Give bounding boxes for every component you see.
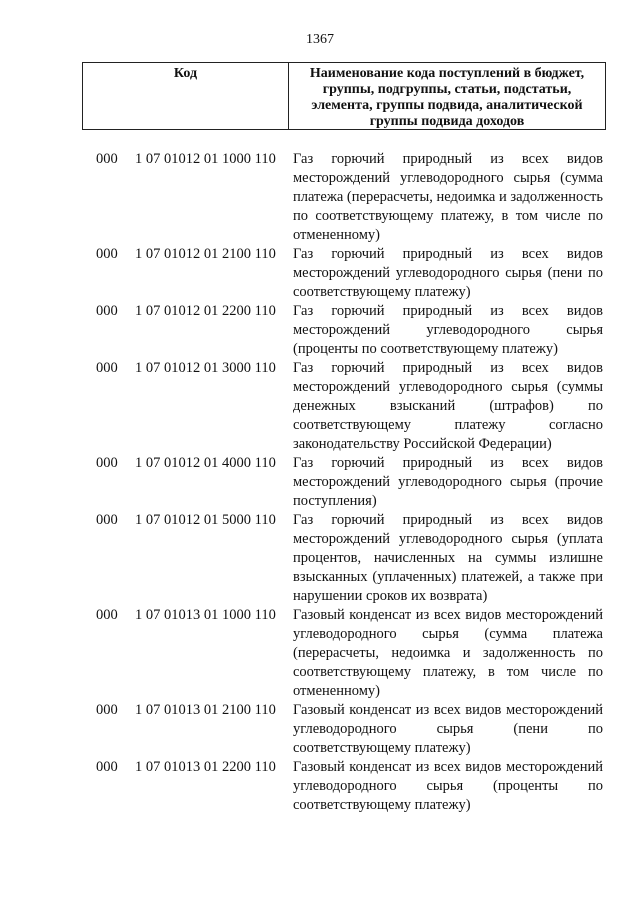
revenue-description: Газовый конденсат из всех видов месторождений углеводородного сырья (сумма платежа (перерасчеты, недоимка и задолженность по соответствующему платежу, в том числе по отмененному) xyxy=(293,607,603,699)
admin-code: 000 xyxy=(96,455,118,471)
revenue-code: 1 07 01013 01 1000 110 xyxy=(135,607,276,623)
table-row xyxy=(0,245,640,302)
revenue-code: 1 07 01013 01 2200 110 xyxy=(135,759,276,775)
revenue-code-list xyxy=(0,150,640,815)
table-row xyxy=(0,511,640,606)
admin-code: 000 xyxy=(96,151,118,167)
table-row xyxy=(0,454,640,511)
admin-code: 000 xyxy=(96,303,118,319)
revenue-code: 1 07 01012 01 1000 110 xyxy=(135,151,276,167)
revenue-description: Газ горючий природный из всех видов месторождений углеводородного сырья (проценты по соответствующему платежу) xyxy=(293,303,603,357)
page-number: 1367 xyxy=(306,32,334,47)
admin-code: 000 xyxy=(96,702,118,718)
code-column-header: Код xyxy=(83,63,289,129)
revenue-description: Газ горючий природный из всех видов месторождений углеводородного сырья (сумма платежа (перерасчеты, недоимка и задолженность по соответствующему платежу, в том числе по отмененному) xyxy=(293,151,603,243)
admin-code: 000 xyxy=(96,246,118,262)
revenue-description: Газ горючий природный из всех видов месторождений углеводородного сырья (уплата процентов, начисленных на суммы излишне взысканных (уплаченных) платежей, а также при нарушении сроков их возврата) xyxy=(293,512,603,604)
revenue-description: Газ горючий природный из всех видов месторождений углеводородного сырья (суммы денежных взысканий (штрафов) по соответствующему платежу согласно законодательству Российской Федерации) xyxy=(293,360,603,452)
table-row xyxy=(0,359,640,454)
revenue-code: 1 07 01013 01 2100 110 xyxy=(135,702,276,718)
table-row xyxy=(0,302,640,359)
table-row xyxy=(0,606,640,701)
revenue-code: 1 07 01012 01 3000 110 xyxy=(135,360,276,376)
admin-code: 000 xyxy=(96,607,118,623)
revenue-code: 1 07 01012 01 2200 110 xyxy=(135,303,276,319)
revenue-code: 1 07 01012 01 5000 110 xyxy=(135,512,276,528)
revenue-description: Газовый конденсат из всех видов месторождений углеводородного сырья (проценты по соответствующему платежу) xyxy=(293,759,603,813)
table-row xyxy=(0,150,640,245)
admin-code: 000 xyxy=(96,360,118,376)
revenue-description: Газ горючий природный из всех видов месторождений углеводородного сырья (пени по соответствующему платежу) xyxy=(293,246,603,300)
revenue-description: Газ горючий природный из всех видов месторождений углеводородного сырья (прочие поступления) xyxy=(293,455,603,509)
revenue-code: 1 07 01012 01 4000 110 xyxy=(135,455,276,471)
revenue-code: 1 07 01012 01 2100 110 xyxy=(135,246,276,262)
name-column-header: Наименование кода поступлений в бюджет, группы, подгруппы, статьи, подстатьи, элемента, группы подвида, аналитической группы подвида доходов xyxy=(309,66,585,129)
admin-code: 000 xyxy=(96,759,118,775)
table-header xyxy=(82,62,606,130)
revenue-description: Газовый конденсат из всех видов месторождений углеводородного сырья (пени по соответствующему платежу) xyxy=(293,702,603,756)
admin-code: 000 xyxy=(96,512,118,528)
table-row xyxy=(0,701,640,758)
table-row xyxy=(0,758,640,815)
